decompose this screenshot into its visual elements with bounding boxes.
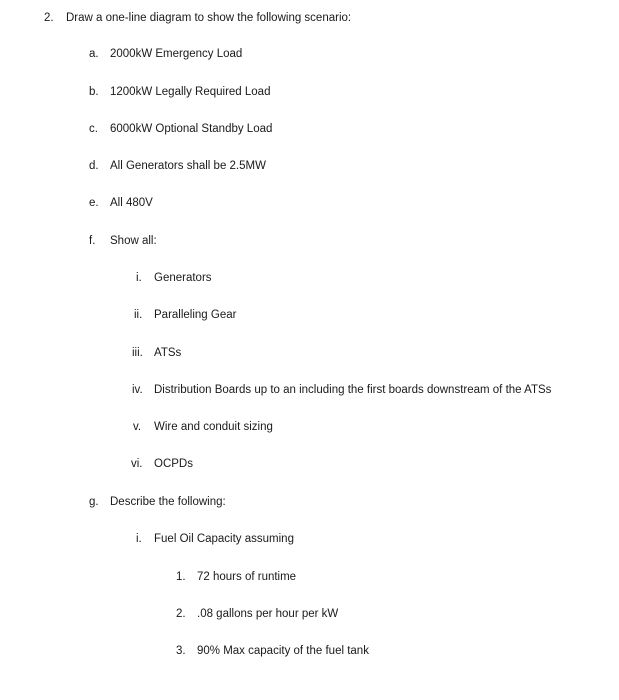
list-item-text: OCPDs — [154, 458, 193, 470]
list-item-text: Wire and conduit sizing — [154, 421, 273, 433]
list-item-text: Paralleling Gear — [154, 309, 237, 321]
list-marker: iv. — [132, 384, 143, 396]
list-marker: f. — [89, 235, 96, 247]
list-item-text: 1200kW Legally Required Load — [110, 86, 271, 98]
list-item-text: Fuel Oil Capacity assuming — [154, 533, 294, 545]
list-marker: a. — [89, 48, 99, 60]
list-marker: ii. — [134, 309, 143, 321]
list-item-text: Show all: — [110, 235, 157, 247]
list-marker: c. — [89, 123, 98, 135]
list-item-text: 6000kW Optional Standby Load — [110, 123, 273, 135]
list-marker: v. — [133, 421, 142, 433]
list-item-text: 90% Max capacity of the fuel tank — [197, 645, 369, 657]
list-marker: i. — [136, 272, 142, 284]
list-marker: 2. — [176, 608, 186, 620]
list-item-text: ATSs — [154, 347, 182, 359]
list-marker: iii. — [132, 347, 143, 359]
list-item-text: .08 gallons per hour per kW — [197, 608, 339, 620]
list-marker: vi. — [131, 458, 143, 470]
list-item-text: Generators — [154, 272, 212, 284]
question-prompt: Draw a one-line diagram to show the following scenario: — [66, 12, 352, 24]
list-marker: 3. — [176, 645, 186, 657]
list-item-text: 72 hours of runtime — [197, 571, 297, 583]
list-marker: 1. — [176, 571, 186, 583]
list-marker: d. — [89, 160, 99, 172]
list-item-text: All 480V — [110, 197, 153, 209]
list-item-text: All Generators shall be 2.5MW — [110, 160, 266, 172]
list-item-text: 2000kW Emergency Load — [110, 48, 243, 60]
list-marker: g. — [89, 496, 99, 508]
list-marker: b. — [89, 86, 99, 98]
list-marker: i. — [136, 533, 142, 545]
list-item-text: Describe the following: — [110, 496, 226, 508]
question-number: 2. — [44, 12, 54, 24]
list-item-text: Distribution Boards up to an including the first boards downstream of the ATSs — [154, 384, 552, 396]
list-marker: e. — [89, 197, 99, 209]
